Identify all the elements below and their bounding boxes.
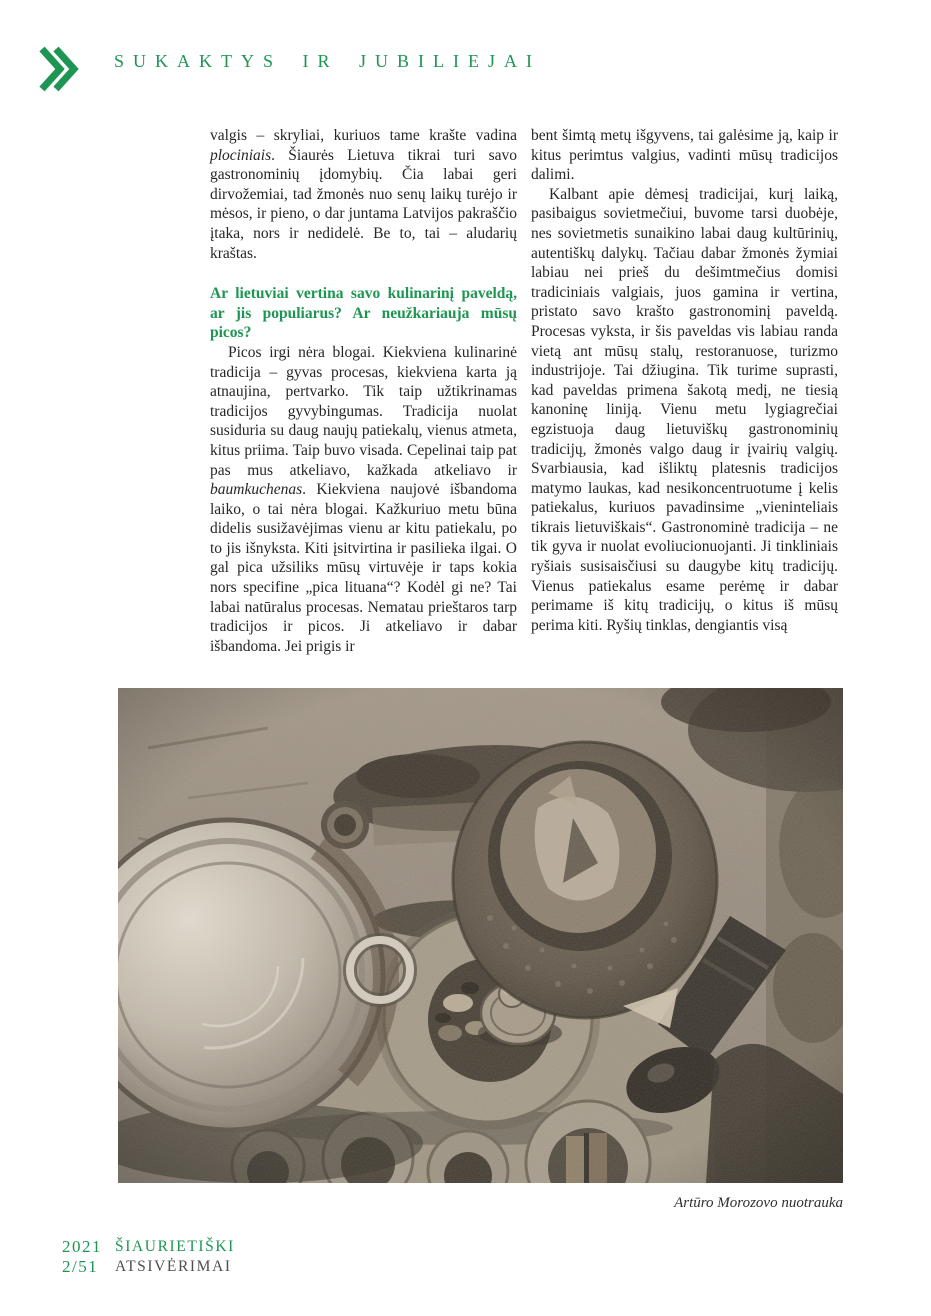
paragraph: Kalbant apie dėmesį tradicijai, kurį laiką, pasibaigus sovietmečiui, buvome tarsi duobėje, nes sovietmetis sunaikino labai daug kultūrinių, autentiškų dalykų. Tačiau dabar žmonės žymiai labiau nei prieš du dešimtmečius domisi tradiciniais valgiais, juos gamina ir vertina, pristato savo krašto gastronominį paveldą. Procesas vyksta, ir šis paveldas vis labiau randa vietą ant mūsų stalų, restoranuose, turizmo industrijoje. Tai džiugina. Tik turime suprasti, kad paveldas primena šakotą medį, ne tiesią kanoninę liniją. Vienu metu lygiagrečiai egzistuoja daug lietuviškų gastronominių tradicijų, žmonės valgo daug ir įvairių valgių. Svarbiausia, kad išliktų platesnis tradicijos matymo laukas, kad nesikoncentruotume į kelis patiekalus, kuriuos pavadinsime „vieninteliais tikrais lietuviškais“. Gastronominė tradicija – ne tik gyva ir nuolat evoliucionuojanti. Ji tinkliniais ryšiais susisaisčiusi su daugybe kitų tradicijų. Vienus patiekalus esame perėmę ir dabar perimame iš kitų tradicijų, o kitus iš mūsų perima kiti. Ryšių tinklas, dengiantis visą	[531, 185, 838, 634]
article-photo	[118, 688, 843, 1183]
column-left	[210, 126, 517, 656]
column-right	[531, 126, 838, 656]
page-footer	[62, 1237, 235, 1277]
magazine-name-line1: ŠIAURIETIŠKI	[115, 1238, 235, 1255]
paragraph	[210, 343, 517, 657]
footer-year: 2021	[62, 1237, 102, 1256]
italic-term: plociniais	[210, 146, 272, 164]
text-segment: valgis – skryliai, kuriuos tame krašte vadina	[210, 127, 517, 144]
hearth-photo-illustration	[118, 688, 843, 1183]
text-segment: . Kiekviena naujovė išbandoma laiko, o tai nėra blogai. Kažkuriuo metu būna didelis susižavėjimas vienu ar kitu patiekalu, po to jis išnyksta. Kiti įsitvirtina ir pasilieka ilgai. O gal pica užsiliks mūsų virtuvėje ir taps kokia nors specifine „pica lituana“? Kodėl gi ne? Tai labai natūralus procesas. Nematau prieštaros tarp tradicijos ir picos. Ji atkeliavo ir dabar išbandoma. Jei prigis ir	[210, 481, 517, 655]
magazine-name-line2: ATSIVĖRIMAI	[115, 1258, 232, 1275]
question-subheading: Ar lietuviai vertina savo kulinarinį paveldą, ar jis populiarus? Ar neužkariauja mūsų picos?	[210, 285, 517, 342]
double-chevron-right-icon	[38, 45, 80, 93]
photo-credit: Artūro Morozovo nuotrauka	[674, 1195, 843, 1211]
paragraph: bent šimtą metų išgyvens, tai galėsime ją, kaip ir kitus perimtus valgius, vadinti mūsų tradicijos dalimi.	[531, 127, 838, 184]
footer-issue-block	[62, 1237, 102, 1277]
footer-page-number: 2/51	[62, 1257, 99, 1276]
text-segment: Picos irgi nėra blogai. Kiekviena kulinarinė tradicija – gyvas procesas, kiekviena karta ją atnaujina, pertvarko. Tik taip užtikrinamas tradicijos gyvybingumas. Tradicija nuolat susiduria su daug naujų patiekalų, vienus atmeta, kitus priima. Taip buvo visada. Cepelinai taip pat pas mus atkeliavo, kažkada atkeliavo ir	[210, 343, 517, 479]
text-segment: . Šiaurės Lietuva tikrai turi savo gastronominių įdomybių. Čia labai geri dirvožemiai, tad žmonės nuo senų laikų turėjo ir mėsos, ir pieno, o dar juntama Latvijos pakraščio įtaka, nors ir nedidelė. Be to, tai – aludarių kraštas.	[210, 146, 517, 262]
section-title: SUKAKTYS IR JUBILIEJAI	[114, 51, 541, 71]
paragraph	[210, 126, 517, 263]
italic-term: baumkuchenas	[210, 481, 303, 499]
footer-magazine-name	[115, 1237, 235, 1277]
article-body	[210, 126, 838, 656]
